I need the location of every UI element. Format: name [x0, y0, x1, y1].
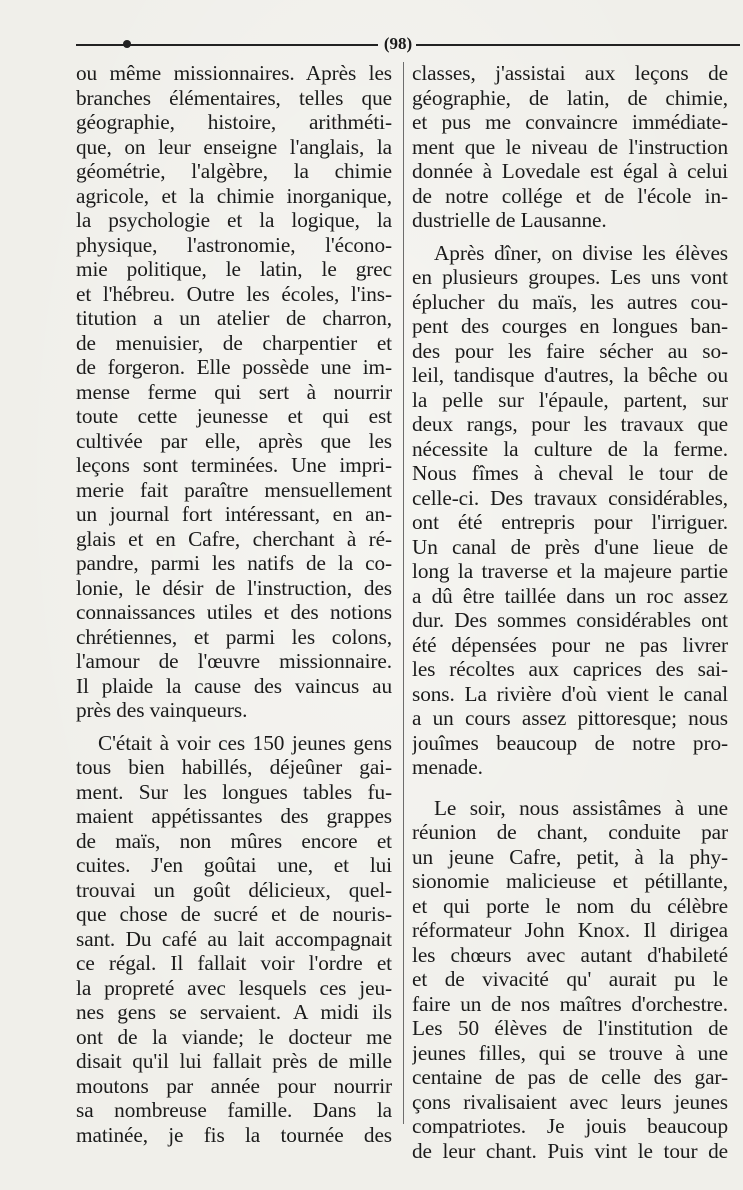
text-line: long la traverse et la majeure partie: [412, 559, 728, 583]
text-line: un jeune Cafre, petit, à la phy-: [412, 844, 728, 869]
text-line: celle-ci. Des travaux considérables,: [412, 485, 728, 510]
page-number: (98): [383, 34, 413, 53]
text-line: été dépensées pour ne pas livrer: [412, 632, 728, 657]
text-line: agricole, et la chimie inorganique,: [76, 183, 392, 208]
text-line: géographie, histoire, arithméti-: [76, 110, 392, 134]
text-line: donnée à Lovedale est égal à celui: [412, 159, 728, 183]
right-column: [412, 61, 728, 1163]
text-line: chrétiennes, et parmi les colons,: [76, 624, 392, 649]
text-line: trouvai un goût délicieux, quel-: [76, 877, 392, 902]
text-line: titution a un atelier de charron,: [76, 306, 392, 330]
text-line: centaine de pas de celle des gar-: [412, 1065, 728, 1089]
text-line: et qui porte le nom du célèbre: [412, 893, 728, 918]
text-line: géométrie, l'algèbre, la chimie: [76, 159, 392, 183]
paragraph-gap: [76, 723, 392, 731]
text-line: sant. Du café au lait accompagnait: [76, 926, 392, 951]
text-line: faire un de nos maîtres d'orchestre.: [412, 991, 728, 1016]
text-line: dustrielle de Lausanne.: [412, 208, 607, 232]
text-line: compatriotes. Je jouis beaucoup: [412, 1114, 728, 1138]
text-line: lonie, le désir de l'instruction, des: [76, 575, 392, 600]
text-line: ont de la viande; le docteur me: [76, 1024, 392, 1049]
text-line: ment que le niveau de l'instruction: [412, 134, 728, 159]
text-line: pandre, parmi les natifs de la co-: [76, 551, 392, 575]
text-line: a dû être taillée dans un roc assez: [412, 583, 728, 608]
header-rule-left: [76, 44, 378, 46]
text-line: la propreté avec lesquels ces jeu-: [76, 975, 392, 1000]
text-line: a un cours assez pittoresque; nous: [412, 706, 728, 730]
paragraph: [412, 61, 728, 233]
text-line: géographie, de latin, de chimie,: [412, 85, 728, 110]
text-line: de forgeron. Elle possède une im-: [76, 355, 392, 379]
column-divider: [403, 62, 404, 1124]
left-column: [76, 61, 392, 1147]
text-line: leil, tandisque d'autres, la bêche ou: [412, 363, 728, 387]
paragraph: [412, 796, 728, 1164]
paragraph: [412, 241, 728, 780]
text-line: Le soir, nous assistâmes à une: [434, 795, 728, 820]
text-line: en plusieurs groupes. Les uns vont: [412, 265, 728, 289]
text-line: maient appétissantes des grappes: [76, 804, 392, 828]
text-line: réunion de chant, conduite par: [412, 820, 728, 844]
text-line: de maïs, non mûres encore et: [76, 828, 392, 853]
text-line: sionomie malicieuse et pétillante,: [412, 869, 728, 893]
text-line: connaissances utiles et des notions: [76, 600, 392, 624]
text-line: que chose de sucré et de nouris-: [76, 902, 392, 926]
text-line: glais et en Cafre, cherchant à ré-: [76, 526, 392, 551]
text-line: merie fait paraître mensuellement: [76, 477, 392, 502]
text-line: un journal fort intéressant, en an-: [76, 502, 392, 526]
text-line: les chœurs avec autant d'habileté: [412, 942, 728, 967]
paragraph: [76, 61, 392, 723]
text-line: ont été entrepris pour l'irriguer.: [412, 510, 728, 534]
text-line: Les 50 élèves de l'institution de: [412, 1016, 728, 1040]
text-line: sons. La rivière d'où vient le canal: [412, 681, 728, 706]
text-line: toute cette jeunesse et qui est: [76, 404, 392, 428]
text-line: disait qu'il lui fallait près de mille: [76, 1049, 392, 1073]
text-line: des pour les faire sécher au so-: [412, 338, 728, 363]
text-line: jouîmes beaucoup de notre pro-: [412, 730, 728, 755]
text-line: nes gens se servaient. A midi ils: [76, 1000, 392, 1024]
paragraph-gap: [412, 233, 728, 241]
text-line: branches élémentaires, telles que: [76, 85, 392, 110]
text-line: jeunes filles, qui se trouve à une: [412, 1040, 728, 1065]
text-line: ou même missionnaires. Après les: [76, 61, 392, 85]
text-line: leçons sont terminées. Une impri-: [76, 453, 392, 477]
text-line: et l'hébreu. Outre les écoles, l'ins-: [76, 281, 392, 306]
text-line: cuites. J'en goûtai une, et lui: [76, 853, 392, 877]
text-line: cultivée par elle, après que les: [76, 428, 392, 453]
text-line: de leur chant. Puis vint le tour de: [412, 1138, 728, 1163]
header-ornament-dot: [123, 40, 131, 48]
text-line: Il plaide la cause des vaincus au: [76, 673, 392, 698]
text-line: et de vivacité qu' aurait pu le: [412, 967, 728, 991]
text-line: de notre collége et de l'école in-: [412, 183, 728, 208]
text-line: menade.: [412, 755, 483, 779]
text-line: mie politique, le latin, le grec: [76, 257, 392, 281]
text-line: les récoltes aux caprices des sai-: [412, 657, 728, 681]
text-line: deux rangs, pour les travaux que: [412, 412, 728, 436]
text-line: ment. Sur les longues tables fu-: [76, 779, 392, 804]
text-line: près des vainqueurs.: [76, 698, 248, 722]
text-line: la psychologie et la logique, la: [76, 208, 392, 232]
text-line: C'était à voir ces 150 jeunes gens: [98, 730, 392, 755]
text-line: que, on leur enseigne l'anglais, la: [76, 134, 392, 159]
text-line: réformateur John Knox. Il dirigea: [412, 918, 728, 942]
text-line: Un canal de près d'une lieue de: [412, 534, 728, 559]
text-line: éplucher du maïs, les autres cou-: [412, 289, 728, 314]
text-line: de menuisier, de charpentier et: [76, 330, 392, 355]
text-line: Nous fîmes à cheval le tour de: [412, 461, 728, 485]
text-line: çons rivalisaient avec leurs jeunes: [412, 1089, 728, 1114]
text-line: sa nombreuse famille. Dans la: [76, 1098, 392, 1122]
text-line: classes, j'assistai aux leçons de: [412, 61, 728, 85]
text-line: matinée, je fis la tournée des: [76, 1122, 392, 1147]
text-line: pent des courges en longues ban-: [412, 314, 728, 338]
text-line: tous bien habillés, déjeûner gai-: [76, 755, 392, 779]
text-line: et pus me convaincre immédiate-: [412, 110, 728, 134]
paragraph-gap: [412, 780, 728, 796]
text-line: nécessite la culture de la ferme.: [412, 436, 728, 461]
text-line: l'amour de l'œuvre missionnaire.: [76, 649, 392, 673]
text-line: mense ferme qui sert à nourrir: [76, 379, 392, 404]
text-line: physique, l'astronomie, l'écono-: [76, 232, 392, 257]
text-line: ce régal. Il fallait voir l'ordre et: [76, 951, 392, 975]
text-line: moutons par année pour nourrir: [76, 1073, 392, 1098]
text-line: la pelle sur l'épaule, partent, sur: [412, 387, 728, 412]
text-line: Après dîner, on divise les élèves: [434, 240, 728, 265]
paragraph: [76, 731, 392, 1148]
text-line: dur. Des sommes considérables ont: [412, 608, 728, 632]
header-rule-right: [416, 44, 740, 46]
